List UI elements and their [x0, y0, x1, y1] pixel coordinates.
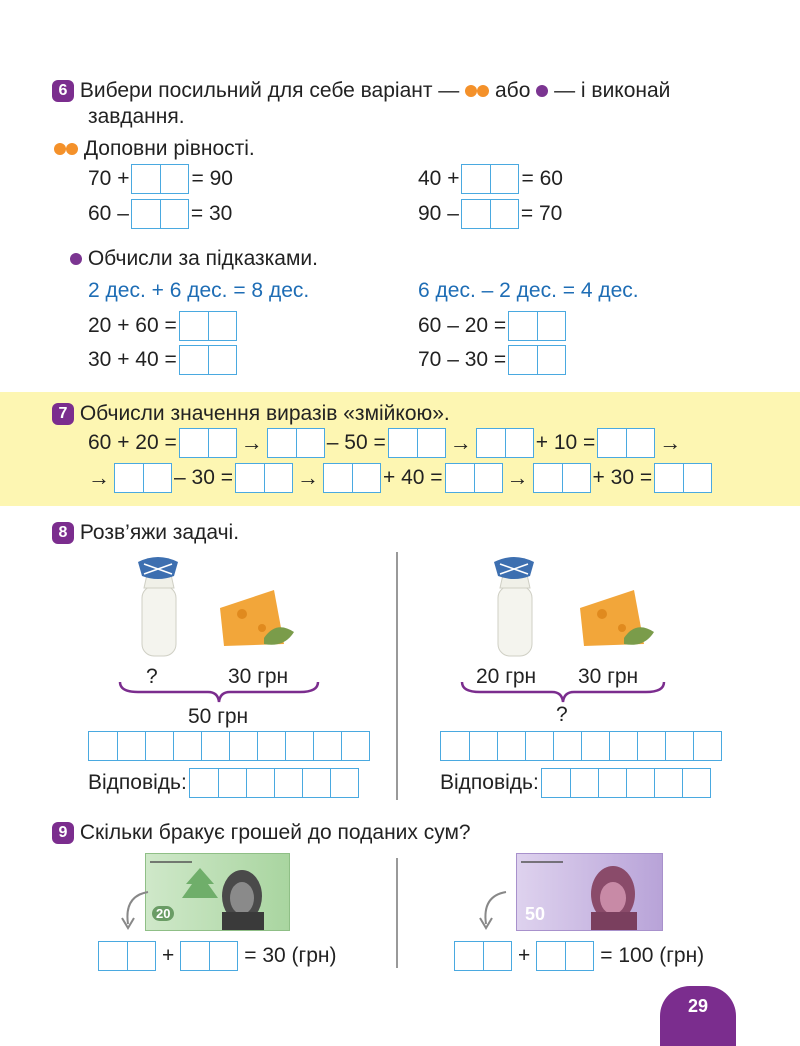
curved-arrow-icon — [476, 888, 512, 934]
equation-left: 70 + — [88, 167, 130, 190]
money-equation — [454, 941, 704, 971]
hint-left: 2 дес. + 6 дес. = 8 дес. — [88, 279, 310, 302]
partB-heading — [70, 246, 318, 272]
answer-boxes[interactable] — [461, 199, 519, 229]
banknote-value: 50 — [525, 904, 546, 924]
task-number-badge: 8 — [52, 522, 74, 544]
equation-row — [88, 164, 233, 194]
equation-left: 40 + — [418, 167, 460, 190]
task7-title-line — [52, 401, 450, 427]
cheese-icon — [214, 586, 298, 652]
snake-expression: + 10 = — [535, 431, 596, 454]
snake-expression: + 30 = — [592, 466, 653, 489]
answer-boxes[interactable] — [179, 345, 237, 375]
money-equation — [98, 941, 336, 971]
cheese-price: 30 грн — [578, 665, 639, 688]
answer-boxes[interactable] — [235, 463, 293, 493]
equation-right: = 70 — [520, 202, 563, 225]
snake-expression: 60 + 20 = — [88, 431, 177, 454]
brace-icon — [118, 680, 320, 704]
equation-result: = 100 (грн) — [600, 944, 705, 967]
task6-title-line — [52, 78, 670, 104]
answer-boxes[interactable] — [508, 345, 566, 375]
answer-boxes[interactable] — [180, 941, 238, 971]
plus-sign: + — [162, 944, 175, 967]
equation-row — [88, 345, 237, 375]
milk-price: ? — [146, 665, 158, 688]
task9-title: Скільки бракує грошей до поданих сум? — [79, 821, 471, 844]
task8-title: Розв’яжи задачі. — [79, 521, 240, 544]
task8-title-line — [52, 520, 239, 546]
solution-grid[interactable] — [88, 731, 370, 761]
equation-row — [88, 311, 237, 341]
task-number-badge: 7 — [52, 403, 74, 425]
task9-title-line — [52, 820, 471, 846]
two-dots-icon — [477, 85, 489, 97]
answer-boxes[interactable] — [267, 428, 325, 458]
answer-boxes[interactable] — [179, 428, 237, 458]
task7-title: Обчисли значення виразів «змійкою». — [79, 402, 450, 425]
equation-row — [418, 311, 566, 341]
equation-left: 90 – — [418, 202, 459, 225]
brace-icon — [460, 680, 666, 704]
hint-right: 6 дес. – 2 дес. = 4 дес. — [418, 279, 639, 302]
task-number-badge: 6 — [52, 80, 74, 102]
total-price: ? — [556, 703, 568, 726]
partB-heading-text: Обчисли за підказками. — [87, 247, 318, 270]
answer-label: Відповідь: — [440, 771, 539, 794]
one-dot-icon — [536, 85, 548, 97]
equation-left: 20 + 60 = — [88, 314, 177, 337]
answer-boxes[interactable] — [541, 768, 711, 798]
two-dots-icon — [465, 85, 477, 97]
answer-boxes[interactable] — [476, 428, 534, 458]
banknote-20-image — [145, 853, 290, 931]
answer-boxes[interactable] — [454, 941, 512, 971]
equation-row — [418, 199, 562, 229]
answer-boxes[interactable] — [533, 463, 591, 493]
answer-boxes[interactable] — [597, 428, 655, 458]
equation-result: = 30 (грн) — [244, 944, 337, 967]
partA-heading — [54, 136, 255, 162]
task6-title-line2: завдання. — [88, 105, 185, 128]
plus-sign: + — [518, 944, 531, 967]
answer-boxes[interactable] — [179, 311, 237, 341]
answer-boxes[interactable] — [189, 768, 359, 798]
milk-bottle-icon — [486, 552, 542, 660]
snake-expression: – 30 = — [174, 466, 233, 489]
page-number-tab — [660, 986, 736, 1046]
answer-boxes[interactable] — [131, 164, 189, 194]
task6-title-part1: Вибери посильний для себе варіант — — [79, 79, 460, 102]
answer-boxes[interactable] — [536, 941, 594, 971]
equation-left: 60 – 20 = — [418, 314, 507, 337]
total-price: 50 грн — [188, 705, 249, 728]
answer-row — [88, 768, 359, 798]
curved-arrow-icon — [118, 888, 154, 934]
snake-expression: + 40 = — [382, 466, 443, 489]
snake-expression: – 50 = — [326, 431, 386, 454]
answer-boxes[interactable] — [323, 463, 381, 493]
cheese-icon — [574, 586, 658, 652]
equation-left: 30 + 40 = — [88, 348, 177, 371]
answer-boxes[interactable] — [654, 463, 712, 493]
column-divider — [396, 858, 398, 968]
equation-right: = 60 — [521, 167, 563, 190]
partA-heading-text: Доповни рівності. — [83, 137, 255, 160]
column-divider — [396, 552, 398, 800]
equation-row — [418, 345, 566, 375]
task6-title-part2: або — [495, 79, 531, 102]
answer-boxes[interactable] — [508, 311, 566, 341]
answer-boxes[interactable] — [388, 428, 446, 458]
equation-left: 70 – 30 = — [418, 348, 507, 371]
solution-grid[interactable] — [440, 731, 722, 761]
equation-left: 60 – — [88, 202, 129, 225]
page-number: 29 — [687, 996, 709, 1016]
answer-label: Відповідь: — [88, 771, 187, 794]
equation-row — [88, 199, 232, 229]
task6-title-part3: — і виконай — [554, 79, 671, 102]
milk-bottle-icon — [130, 552, 186, 660]
banknote-value: 20 — [152, 906, 174, 921]
snake-row-1 — [88, 428, 683, 458]
answer-boxes[interactable] — [461, 164, 519, 194]
arrow-right-icon: → — [240, 430, 263, 455]
one-dot-icon — [70, 253, 82, 265]
answer-boxes[interactable] — [114, 463, 172, 493]
arrow-right-icon: → — [88, 465, 110, 490]
answer-boxes[interactable] — [98, 941, 156, 971]
task-number-badge: 9 — [52, 822, 74, 844]
equation-right: = 90 — [191, 167, 233, 190]
arrow-right-icon: → — [296, 465, 319, 490]
arrow-right-icon: → — [449, 430, 472, 455]
answer-boxes[interactable] — [131, 199, 189, 229]
equation-right: = 30 — [190, 202, 233, 225]
answer-row — [440, 768, 711, 798]
two-dots-icon — [54, 143, 66, 155]
equation-row — [418, 164, 563, 194]
snake-row-2 — [86, 463, 712, 493]
banknote-50-image — [516, 853, 663, 931]
arrow-right-icon: → — [659, 430, 682, 455]
two-dots-icon — [66, 143, 78, 155]
milk-price: 20 грн — [476, 665, 537, 688]
cheese-price: 30 грн — [228, 665, 289, 688]
answer-boxes[interactable] — [445, 463, 503, 493]
arrow-right-icon: → — [506, 465, 529, 490]
